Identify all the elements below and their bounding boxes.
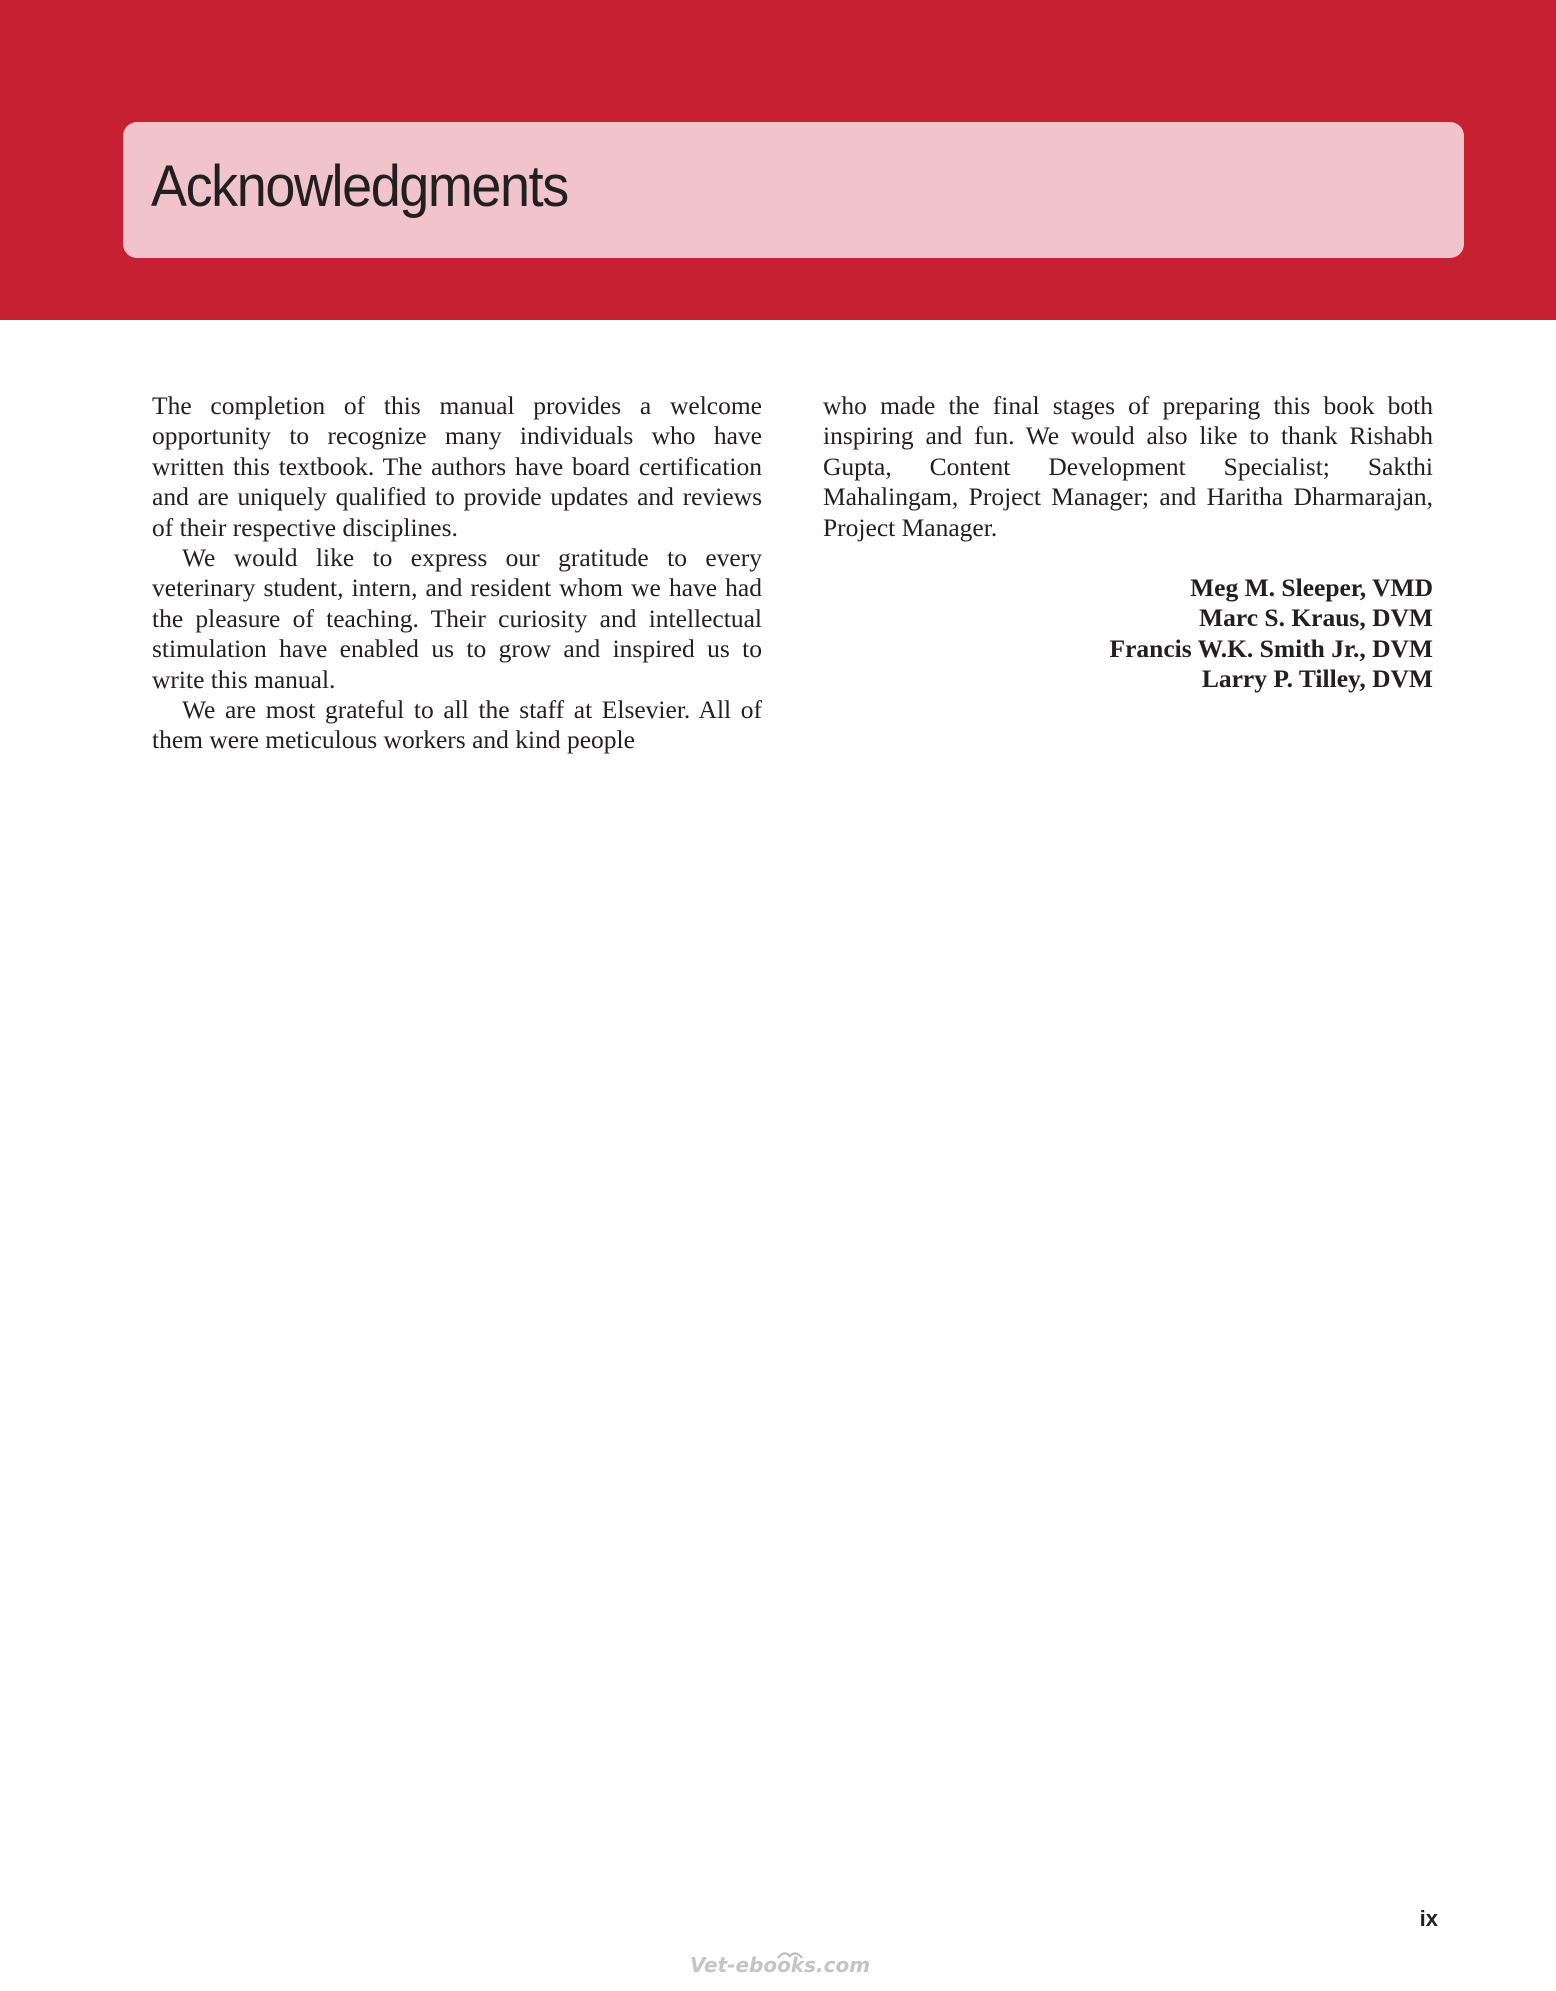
page-title: Acknowledgments — [151, 154, 568, 219]
page-number: ix — [1419, 1906, 1438, 1931]
watermark-text: Vet-ebooks.com — [690, 1953, 870, 1977]
signature-smith: Francis W.K. Smith Jr., DVM — [1109, 633, 1433, 663]
watermark-logo — [690, 1944, 870, 1978]
signature-kraus: Marc S. Kraus, DVM — [1199, 603, 1433, 633]
right-column — [823, 391, 1433, 695]
signature-tilley: Larry P. Tilley, DVM — [1201, 664, 1433, 694]
title-box — [123, 122, 1464, 258]
paragraph-intro: The completion of this manual provides a welcome opportunity to recognize many individuals who have written this textbook. The authors have board certification and are uniquely qualified to provide updates and reviews of their respective disciplines. — [152, 391, 762, 542]
paragraph-elsevier-continued: who made the final stages of preparing this book both inspiring and fun. We would also like to thank Rishabh Gupta, Content Development Specialist; Sakthi Mahalingam, Project Manager; and Haritha Dharmarajan, Project Manager. — [823, 391, 1433, 542]
signature-block — [823, 573, 1433, 695]
paragraph-elsevier: We are most grateful to all the staff at Elsevier. All of them were meticulous workers and kind people — [152, 695, 762, 755]
header-band — [0, 0, 1556, 320]
left-column — [152, 391, 762, 756]
paragraph-gratitude: We would like to express our gratitude to every veterinary student, intern, and resident whom we have had the pleasure of teaching. Their curiosity and intellectual stimulation have enabled us to grow and inspired us to write this manual. — [152, 543, 762, 694]
signature-sleeper: Meg M. Sleeper, VMD — [1190, 573, 1433, 603]
